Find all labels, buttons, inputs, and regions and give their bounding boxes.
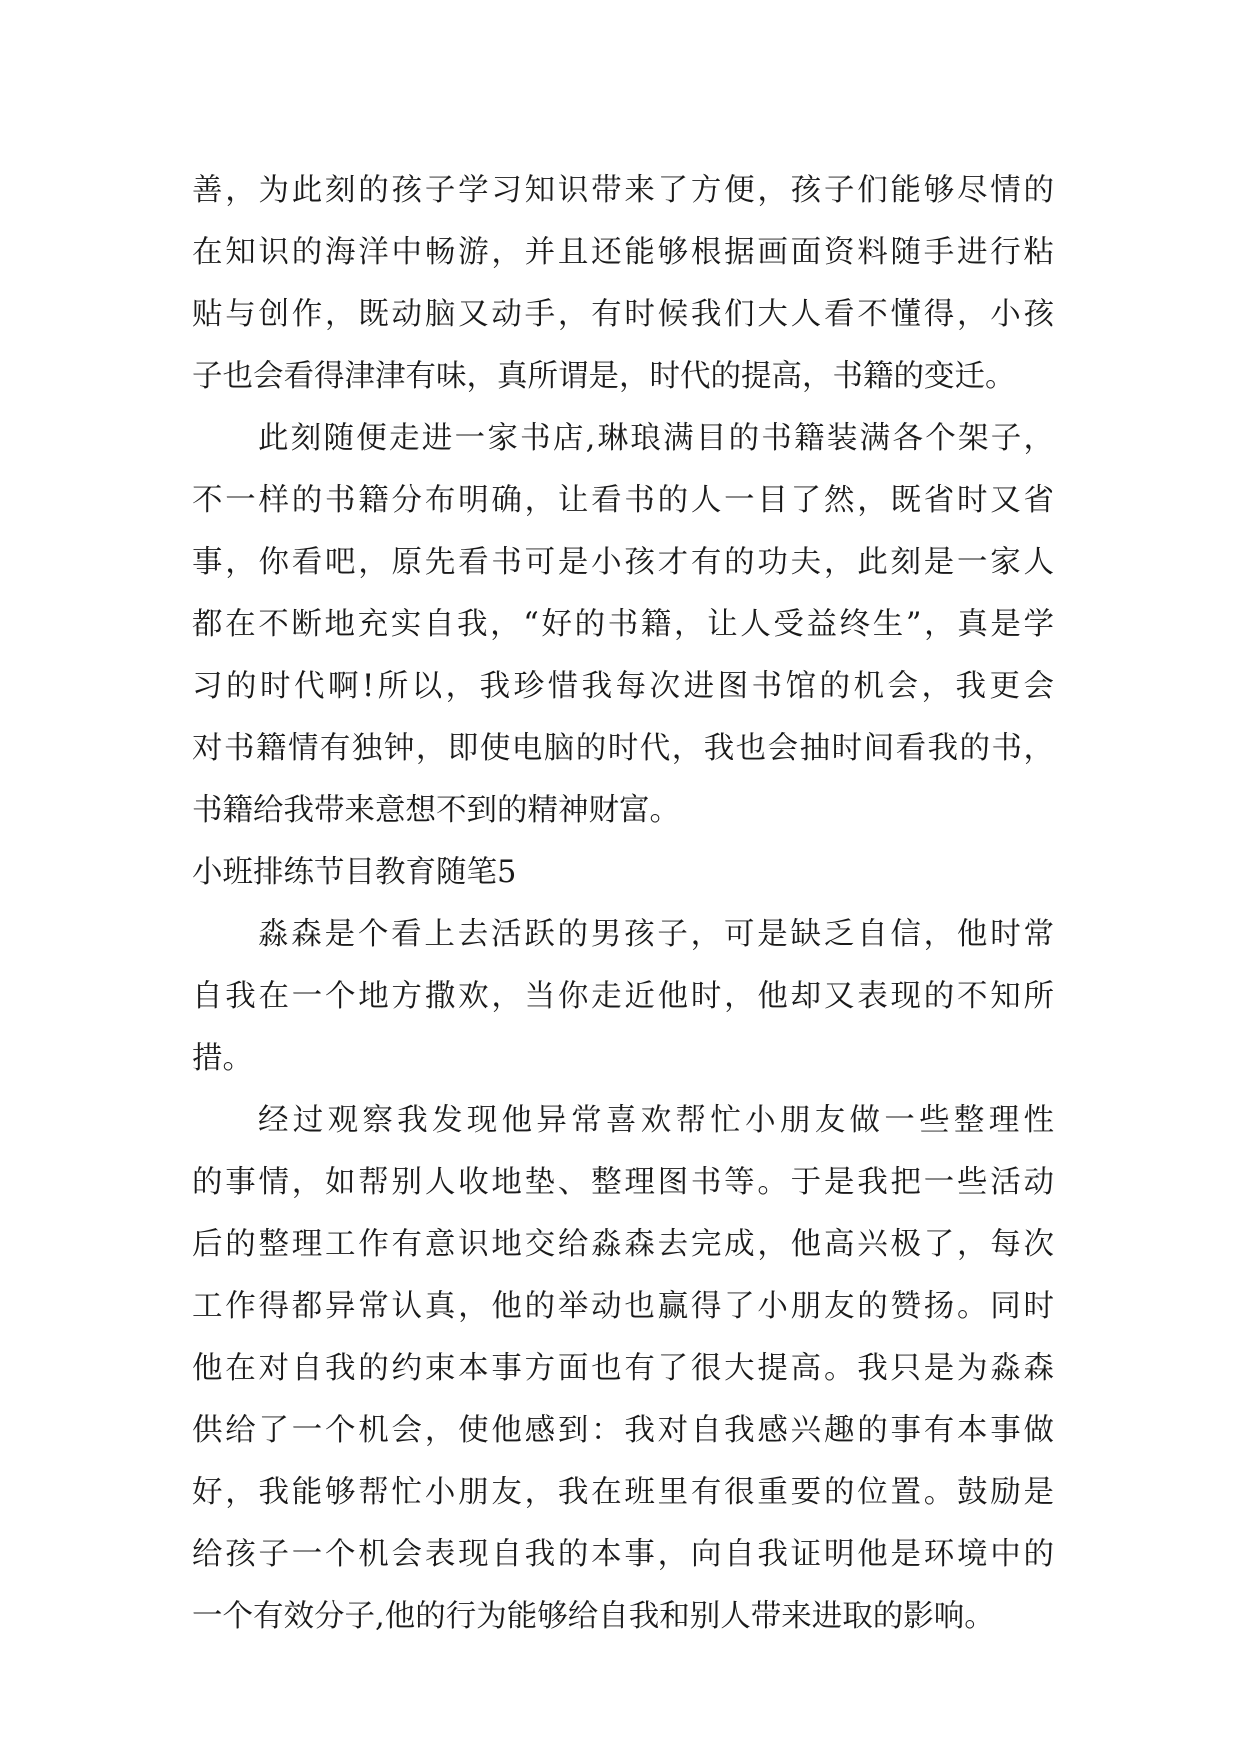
text-line: 工作得都异常认真，他的举动也赢得了小朋友的赞扬。同时 (192, 1289, 1054, 1324)
text-line: 给孩子一个机会表现自我的本事，向自我证明他是环境中的 (192, 1537, 1054, 1572)
text-line: 好，我能够帮忙小朋友，我在班里有很重要的位置。鼓励是 (192, 1475, 1054, 1510)
text-line: 的事情，如帮别人收地垫、整理图书等。于是我把一些活动 (192, 1165, 1054, 1200)
section-heading: 小班排练节目教育随笔5 (192, 855, 517, 890)
text-line: 后的整理工作有意识地交给淼森去完成，他高兴极了，每次 (192, 1227, 1054, 1262)
paragraph-first-line: 淼森是个看上去活跃的男孩子，可是缺乏自信，他时常 (258, 917, 1054, 952)
text-line: 善，为此刻的孩子学习知识带来了方便，孩子们能够尽情的 (192, 173, 1054, 208)
paragraph-first-line: 此刻随便走进一家书店,琳琅满目的书籍装满各个架子， (258, 421, 1054, 456)
text-line: 贴与创作，既动脑又动手，有时候我们大人看不懂得，小孩 (192, 297, 1054, 332)
text-line: 子也会看得津津有味，真所谓是，时代的提高，书籍的变迁。 (192, 359, 1016, 394)
text-line: 措。 (192, 1041, 253, 1076)
text-line: 书籍给我带来意想不到的精神财富。 (192, 793, 680, 828)
text-line: 对书籍情有独钟，即使电脑的时代，我也会抽时间看我的书， (192, 731, 1054, 766)
text-line: 习的时代啊!所以，我珍惜我每次进图书馆的机会，我更会 (192, 669, 1054, 704)
paragraph-first-line: 经过观察我发现他异常喜欢帮忙小朋友做一些整理性 (258, 1103, 1054, 1138)
text-line: 他在对自我的约束本事方面也有了很大提高。我只是为淼森 (192, 1351, 1054, 1386)
text-line: 供给了一个机会，使他感到：我对自我感兴趣的事有本事做 (192, 1413, 1054, 1448)
body-text (192, 160, 1054, 1648)
text-line: 不一样的书籍分布明确，让看书的人一目了然，既省时又省 (192, 483, 1054, 518)
text-line: 一个有效分子,他的行为能够给自我和别人带来进取的影响。 (192, 1599, 995, 1634)
text-line: 在知识的海洋中畅游，并且还能够根据画面资料随手进行粘 (192, 235, 1054, 270)
text-line: 自我在一个地方撒欢，当你走近他时，他却又表现的不知所 (192, 979, 1054, 1014)
text-line: 都在不断地充实自我，“好的书籍，让人受益终生”，真是学 (192, 607, 1054, 642)
text-line: 事，你看吧，原先看书可是小孩才有的功夫，此刻是一家人 (192, 545, 1054, 580)
